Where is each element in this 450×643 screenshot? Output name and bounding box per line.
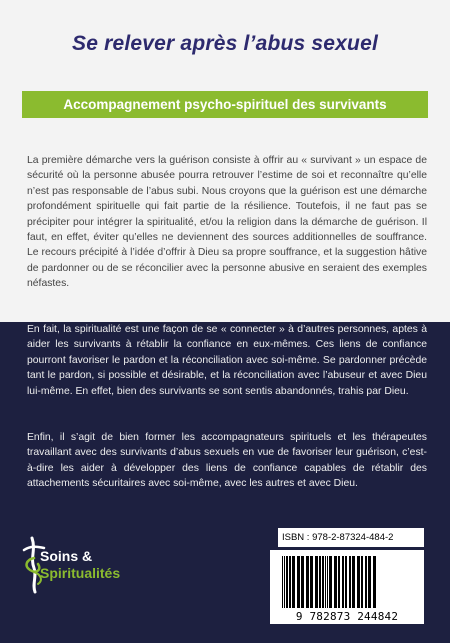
barcode-bar <box>345 556 347 608</box>
book-subtitle: Accompagnement psycho-spirituel des survivants <box>63 97 387 112</box>
barcode-bar <box>315 556 318 608</box>
blurb-paragraph-3: Enfin, il s’agit de bien former les accompagnateurs spirituels et les thérapeutes travaillant avec des survivants d’abus sexuels en vue de favoriser leur guérison, c’est-à-dire les aider à développer des liens de confiance capables de rétablir des attachements sécuritaires avec soi-même, avec les autres et avec Dieu. <box>27 432 427 490</box>
barcode-bar <box>322 556 324 608</box>
barcode-bar <box>329 556 332 608</box>
barcode-bar <box>306 556 309 608</box>
barcode-bar <box>352 556 355 608</box>
barcode-digits: 9 782873 244842 <box>295 610 399 623</box>
barcode-bars-icon <box>270 550 424 610</box>
blurb-paragraph-2: En fait, la spiritualité est une façon de se « connecter » à d’autres personnes, aptes à aider les survivants à rétablir la confiance en eux-mêmes. Ces liens de confiance pourront favoriser le pardon et la réconciliation avec soi-même. Se pardonner précède tant le pardon, si possible et désirable, et la réconciliation avec l’abuseur et avec Dieu lui-même. En effet, bien des survivants se sont sentis abandonnés, trahis par Dieu. <box>27 324 427 397</box>
barcode-bar <box>301 556 304 608</box>
blurb-paragraph-1: La première démarche vers la guérison consiste à offrir au « survivant » un espace de sécurité où la personne abusée pourra retrouver l’estime de soi et reconnaître qu’elle n’est pas responsable de l’abus subi. Nous croyons que la guérison est une démarche profondément spirituelle qui fait partie de la résilience. Toutefois, il ne faut pas se précipiter pour intégrer la spiritualité, et/ou la religion dans la démarche de guérison. Il faut, en effet, éviter qu’elles ne deviennent des sources additionnelles de souffrance. Le recours précipité à l’idée d’offrir à Dieu sa propre souffrance, et la suggestion hâtive de pardonner ou de se réconcilier avec la personne abusive en seraient des exemples néfastes. <box>27 155 427 290</box>
barcode-bar <box>289 556 291 608</box>
barcode-bar <box>292 556 295 608</box>
barcode-bar <box>365 556 367 608</box>
barcode-bar <box>368 556 371 608</box>
barcode-bar <box>361 556 363 608</box>
barcode-bar <box>310 556 313 608</box>
barcode-bar <box>334 556 337 608</box>
barcode-bar <box>297 556 300 608</box>
barcode-bar <box>349 556 351 608</box>
barcode-bar <box>284 556 285 608</box>
subtitle-banner <box>22 91 428 118</box>
barcode-bar <box>286 556 288 608</box>
barcode <box>270 550 424 624</box>
barcode-bar <box>357 556 360 608</box>
barcode-bar <box>373 556 376 608</box>
logo-text-soins: Soins & <box>40 548 93 564</box>
barcode-bar <box>319 556 321 608</box>
logo-text-spiritualites: Spiritualités <box>40 565 121 581</box>
barcode-bar <box>325 556 326 608</box>
barcode-bar <box>342 556 344 608</box>
isbn-label: ISBN : 978-2-87324-484-2 <box>278 528 424 547</box>
barcode-bar <box>282 556 283 608</box>
barcode-bar <box>338 556 340 608</box>
barcode-bar <box>327 556 328 608</box>
book-title: Se relever après l’abus sexuel <box>71 32 379 55</box>
